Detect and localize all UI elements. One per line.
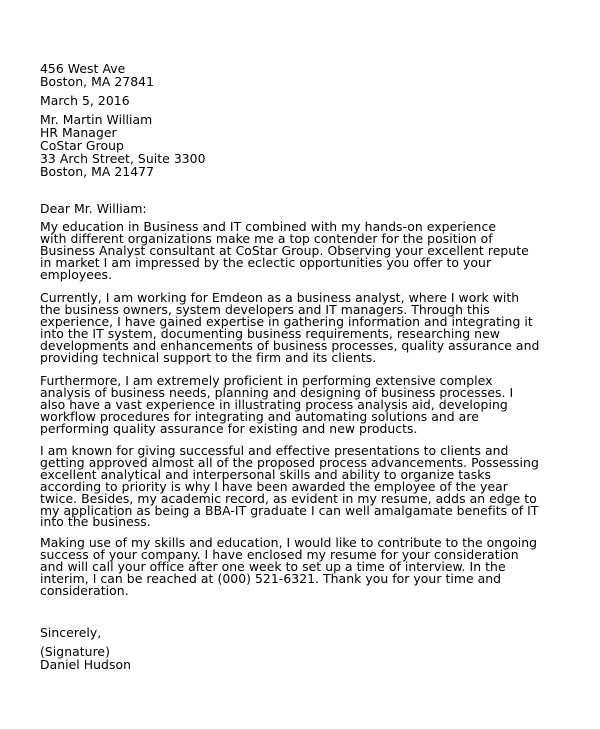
paragraph-line: my application as being a BBA-IT graduate I can well amalgamate benefits of IT [40,502,539,518]
closing [40,627,580,639]
paragraph-line: according to priority is why I have been awarded the employee of the year [40,478,508,494]
paragraph-line: analysis of business needs, planning and designing of business processes. I [40,384,514,400]
closing-text: Sincerely, [40,625,102,640]
paragraph-line: also have a vast experience in illustrating process analysis aid, developing [40,396,508,412]
paragraph-line: performing quality assurance for existing and new products. [40,420,418,436]
paragraph-line: interim, I can be reached at (000) 521-6321. Thank you for your time and [40,570,502,586]
paragraph-3 [40,375,580,435]
paragraph-line: twice. Besides, my academic record, as evident in my resume, adds an edge to [40,490,537,506]
sender-street: 456 West Ave [40,61,126,76]
paragraph-line: the business owners, system developers and IT managers. Through this [40,301,490,317]
paragraph-line: providing technical support to the firm and its clients. [40,349,377,365]
paragraph-4 [40,445,580,528]
date-text: March 5, 2016 [40,93,130,108]
recipient-city: Boston, MA 21477 [40,164,155,179]
signature-placeholder: (Signature) [40,644,110,659]
paragraph-line: and will call your office after one week to set up a time of interview. In the [40,558,506,574]
letter-date [40,95,580,107]
paragraph-line: into the business. [40,514,151,530]
paragraph-line: into the IT system, documenting business requirements, researching new [40,325,500,341]
paragraph-line: Currently, I am working for Emdeon as a business analyst, where I work with [40,290,520,305]
paragraph-5 [40,537,580,597]
paragraph-line: I am known for giving successful and effective presentations to clients and [40,443,509,458]
recipient-address [40,113,580,178]
paragraph-line: success of your company. I have enclosed my resume for your consideration [40,546,519,562]
paragraph-line: getting approved almost all of the proposed process advancements. Possessing [40,454,539,470]
paragraph-line: developments and enhancements of business processes, quality assurance and [40,337,540,353]
sender-address [40,62,580,88]
sender-city: Boston, MA 27841 [40,74,155,89]
signer-name: Daniel Hudson [40,657,132,672]
paragraph-line: with different organizations make me a top contender for the position of [40,230,493,246]
recipient-company: CoStar Group [40,138,124,153]
paragraph-2 [40,292,580,363]
paragraph-line: workflow procedures for integrating and automating solutions and are [40,408,479,424]
paragraph-line: Business Analyst consultant at CoStar Group. Observing your excellent repute [40,242,529,258]
paragraph-line: My education in Business and IT combined with my hands-on experience [40,219,496,234]
recipient-name: Mr. Martin William [40,112,153,127]
paragraph-line: excellent analytical and interpersonal skills and ability to organize tasks [40,466,492,482]
paragraph-line: Making use of my skills and education, I would like to contribute to the ongoing [40,535,538,550]
paragraph-line: Furthermore, I am extremely proficient in performing extensive complex [40,373,493,388]
paragraph-line: experience, I have gained expertise in gathering information and integrating it [40,313,533,329]
paragraph-1 [40,221,580,281]
salutation [40,203,580,215]
salutation-text: Dear Mr. William: [40,201,147,216]
paragraph-line: employees. [40,266,113,282]
recipient-street: 33 Arch Street, Suite 3300 [40,151,206,166]
signature-block [40,645,580,671]
recipient-title: HR Manager [40,125,117,140]
paragraph-line: consideration. [40,582,129,598]
paragraph-line: in market I am impressed by the eclectic opportunities you offer to your [40,254,492,270]
